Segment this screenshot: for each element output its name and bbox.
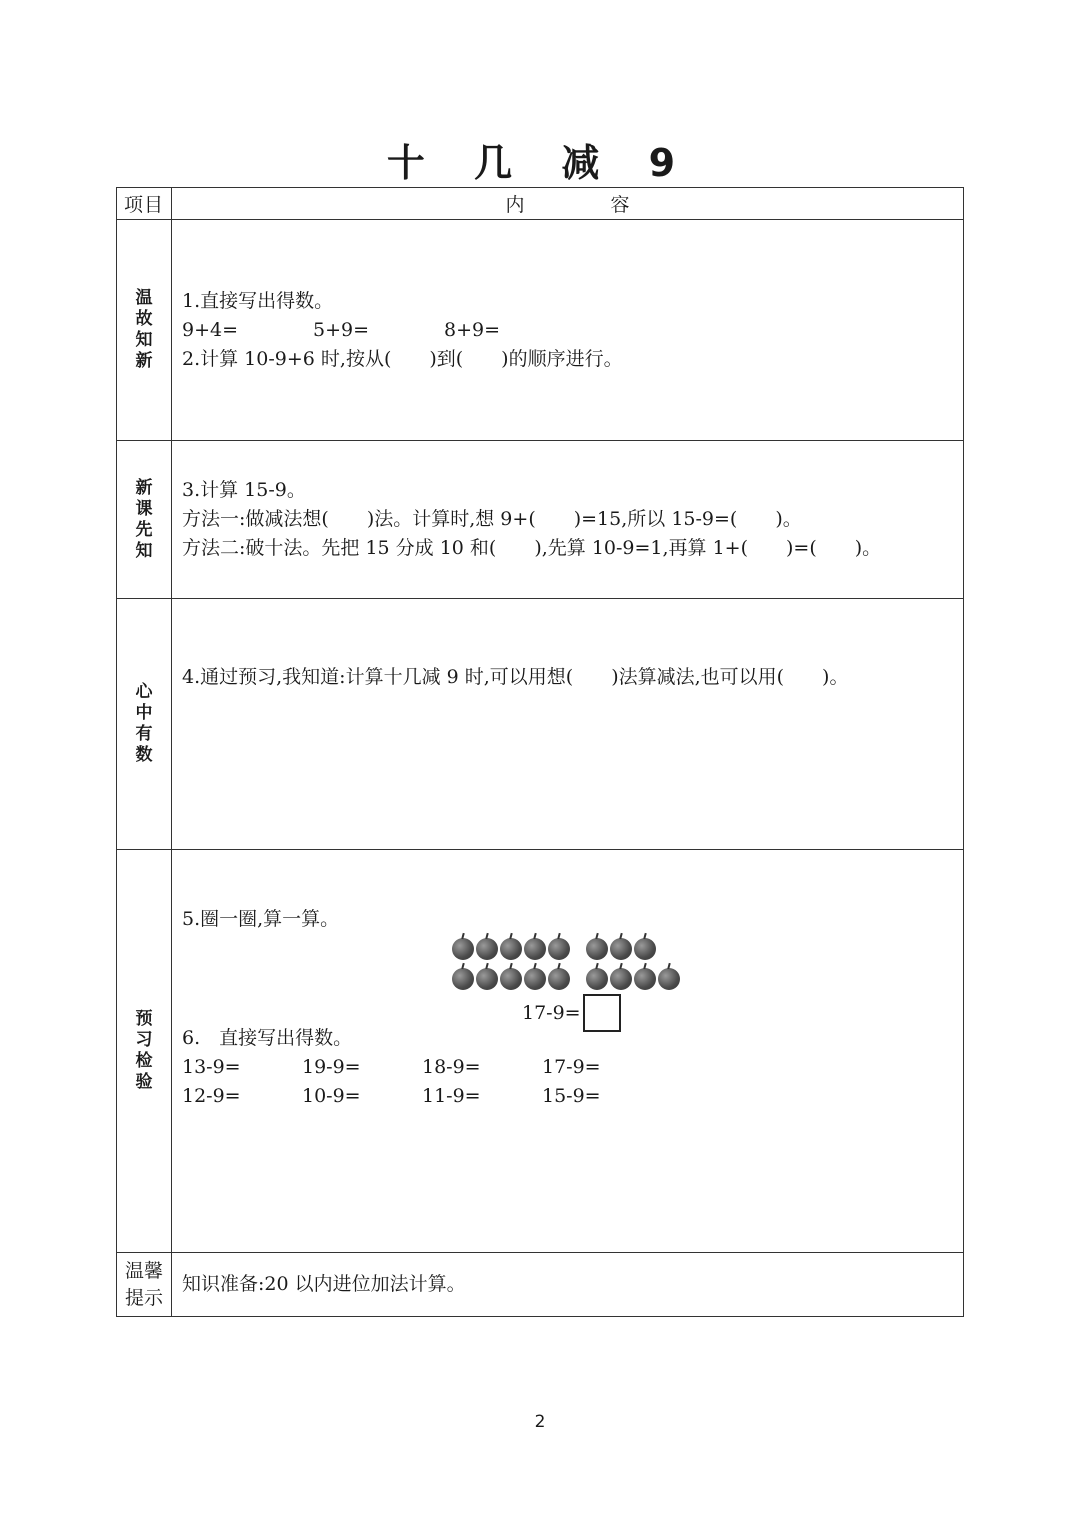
equation-row <box>182 316 963 345</box>
page-number: 2 <box>534 1412 546 1432</box>
apple-row <box>452 964 682 994</box>
section-content-review <box>172 220 964 441</box>
question-2: 2.计算 10-9+6 时,按从( )到( )的顺序进行。 <box>182 347 623 370</box>
tip-label: 温馨 提示 <box>117 1253 172 1317</box>
question-4: 4.通过预习,我知道:计算十几减 9 时,可以用想( )法算减法,也可以用( )。 <box>182 666 849 688</box>
method-2: 方法二:破十法。先把 15 分成 10 和( ),先算 10-9=1,再算 1+( )=( )。 <box>182 537 882 559</box>
method-1: 方法一:做减法想( )法。计算时,想 9+( )=15,所以 15-9=( )。 <box>182 508 802 530</box>
tip-text: 知识准备:20 以内进位加法计算。 <box>172 1253 964 1317</box>
worksheet-table <box>116 187 964 1317</box>
equation-row <box>182 1082 963 1111</box>
apple-icon <box>658 968 680 990</box>
formula-text: 17-9= <box>522 1001 581 1024</box>
section-check <box>117 850 964 1253</box>
apple-figure <box>182 934 963 1024</box>
section-review <box>117 220 964 441</box>
apple-icon <box>548 968 570 990</box>
section-content-summary <box>172 599 964 850</box>
apple-icon <box>524 938 546 960</box>
equation: 13-9= <box>182 1056 241 1078</box>
question-5: 5.圈一圈,算一算。 <box>182 908 340 930</box>
equation: 5+9= <box>313 318 370 341</box>
section-label-preview: 新 课 先 知 <box>117 441 172 599</box>
apple-icon <box>452 968 474 990</box>
apple-icon <box>500 968 522 990</box>
equation: 15-9= <box>542 1085 601 1107</box>
header-row <box>117 188 964 220</box>
equation: 19-9= <box>302 1056 361 1078</box>
equation: 12-9= <box>182 1085 241 1107</box>
apple-icon <box>610 968 632 990</box>
equation: 10-9= <box>302 1085 361 1107</box>
equation: 8+9= <box>444 318 501 341</box>
equation: 9+4= <box>182 318 239 341</box>
apple-icon <box>610 938 632 960</box>
apple-icon <box>524 968 546 990</box>
apple-icon <box>476 968 498 990</box>
section-preview <box>117 441 964 599</box>
question-3: 3.计算 15-9。 <box>182 479 306 501</box>
apple-icon <box>586 938 608 960</box>
page-title: 十 几 减 9 <box>386 141 694 185</box>
equation-row <box>182 1053 963 1082</box>
apple-group <box>452 934 682 994</box>
content-header: 内 容 <box>172 188 964 220</box>
section-content-check <box>172 850 964 1253</box>
apple-formula <box>522 994 621 1032</box>
tip-row <box>117 1253 964 1317</box>
section-label-check: 预 习 检 验 <box>117 850 172 1253</box>
apple-icon <box>634 968 656 990</box>
section-label-review: 温 故 知 新 <box>117 220 172 441</box>
apple-icon <box>634 938 656 960</box>
apple-icon <box>476 938 498 960</box>
equation: 17-9= <box>542 1056 601 1078</box>
section-summary <box>117 599 964 850</box>
apple-icon <box>452 938 474 960</box>
equation: 18-9= <box>422 1056 481 1078</box>
apple-row <box>452 934 682 964</box>
equation: 11-9= <box>422 1085 481 1107</box>
item-header: 项目 <box>117 188 172 220</box>
question-1: 1.直接写出得数。 <box>182 289 334 312</box>
section-content-preview <box>172 441 964 599</box>
answer-box[interactable] <box>583 994 621 1032</box>
apple-icon <box>548 938 570 960</box>
apple-icon <box>586 968 608 990</box>
section-label-summary: 心 中 有 数 <box>117 599 172 850</box>
apple-icon <box>500 938 522 960</box>
question-6: 6. 直接写出得数。 <box>182 1027 353 1049</box>
